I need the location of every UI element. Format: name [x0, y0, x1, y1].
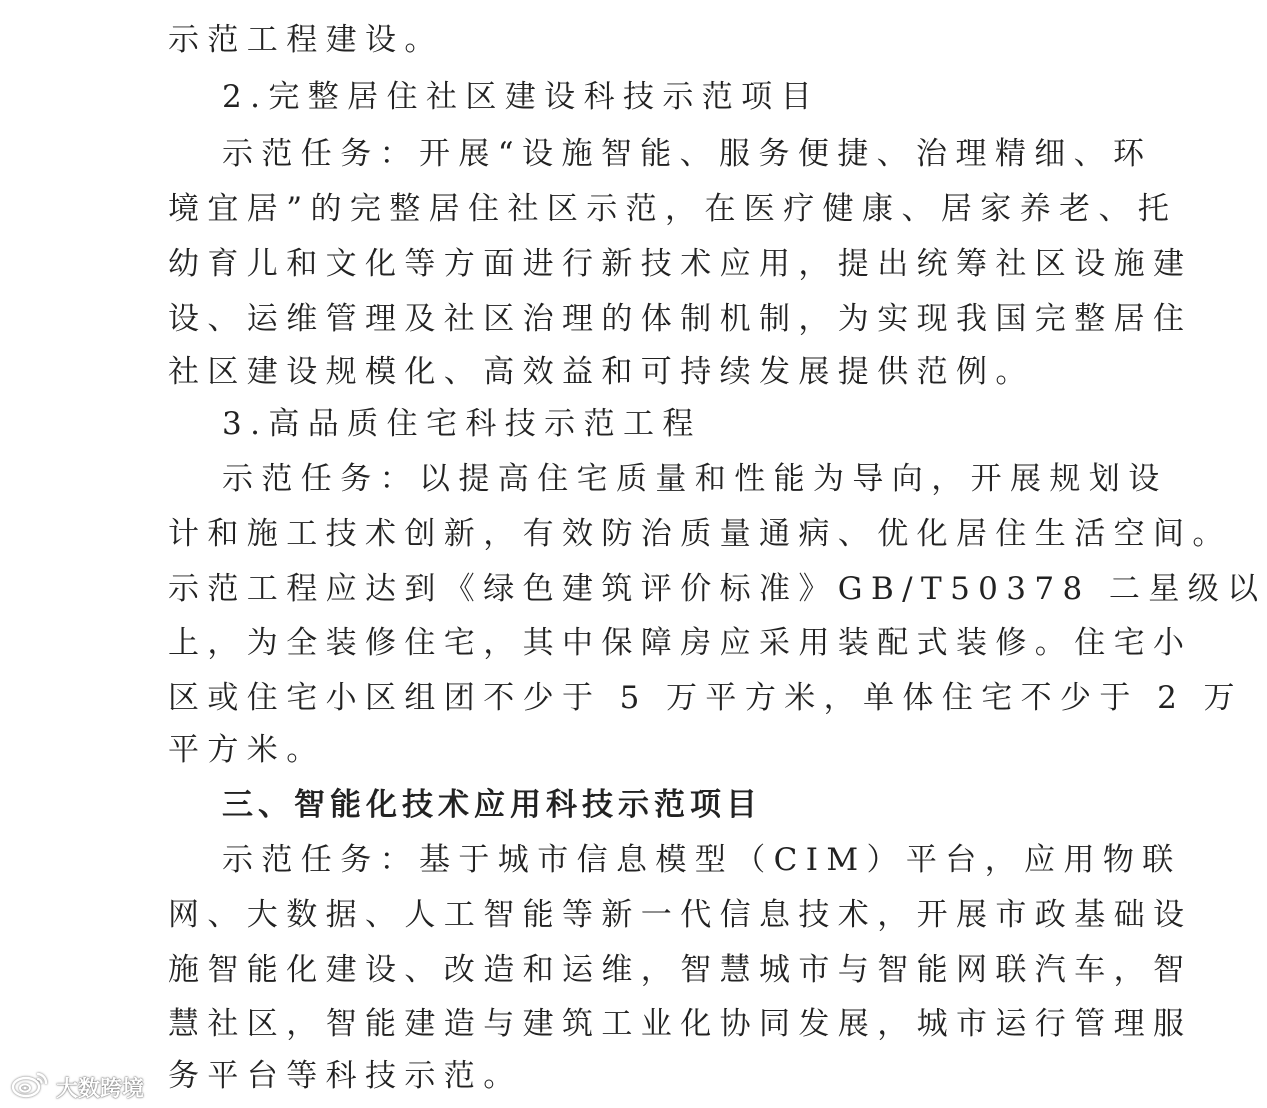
body-line: 施智能化建设、改造和运维，智慧城市与智能网联汽车，智 — [168, 952, 1193, 988]
weibo-logo-icon — [10, 1070, 50, 1104]
body-line: 境宜居”的完整居住社区示范，在医疗健康、居家养老、托 — [168, 191, 1178, 227]
body-line: 上，为全装修住宅，其中保障房应采用装配式装修。住宅小 — [168, 625, 1193, 661]
body-line: 区或住宅小区组团不少于 5 万平方米，单体住宅不少于 2 万 — [168, 680, 1243, 716]
body-line: 网、大数据、人工智能等新一代信息技术，开展市政基础设 — [168, 897, 1193, 933]
watermark — [10, 1067, 144, 1107]
body-line: 计和施工技术创新，有效防治质量通病、优化居住生活空间。 — [168, 516, 1232, 552]
body-line: 幼育儿和文化等方面进行新技术应用，提出统筹社区设施建 — [168, 246, 1193, 282]
body-line: 示范任务：基于城市信息模型（CIM）平台，应用物联 — [222, 842, 1182, 878]
body-line: 示范工程建设。 — [168, 22, 444, 58]
subheading-line: 3.高品质住宅科技示范工程 — [222, 406, 702, 442]
body-line: 平方米。 — [168, 732, 326, 768]
body-line: 示范工程应达到《绿色建筑评价标准》GB/T50378 二星级以 — [168, 571, 1267, 607]
body-line: 务平台等科技示范。 — [168, 1058, 523, 1094]
body-line: 社区建设规模化、高效益和可持续发展提供范例。 — [168, 354, 1035, 390]
body-line: 设、运维管理及社区治理的体制机制，为实现我国完整居住 — [168, 301, 1193, 337]
body-line: 示范任务：开展“设施智能、服务便捷、治理精细、环 — [222, 136, 1153, 172]
watermark-text: 大数跨境 — [56, 1076, 145, 1102]
subheading-line: 2.完整居住社区建设科技示范项目 — [222, 79, 820, 115]
section-heading: 三、智能化技术应用科技示范项目 — [222, 787, 762, 823]
body-line: 慧社区，智能建造与建筑工业化协同发展，城市运行管理服 — [168, 1006, 1193, 1042]
body-line: 示范任务：以提高住宅质量和性能为导向，开展规划设 — [222, 461, 1168, 497]
